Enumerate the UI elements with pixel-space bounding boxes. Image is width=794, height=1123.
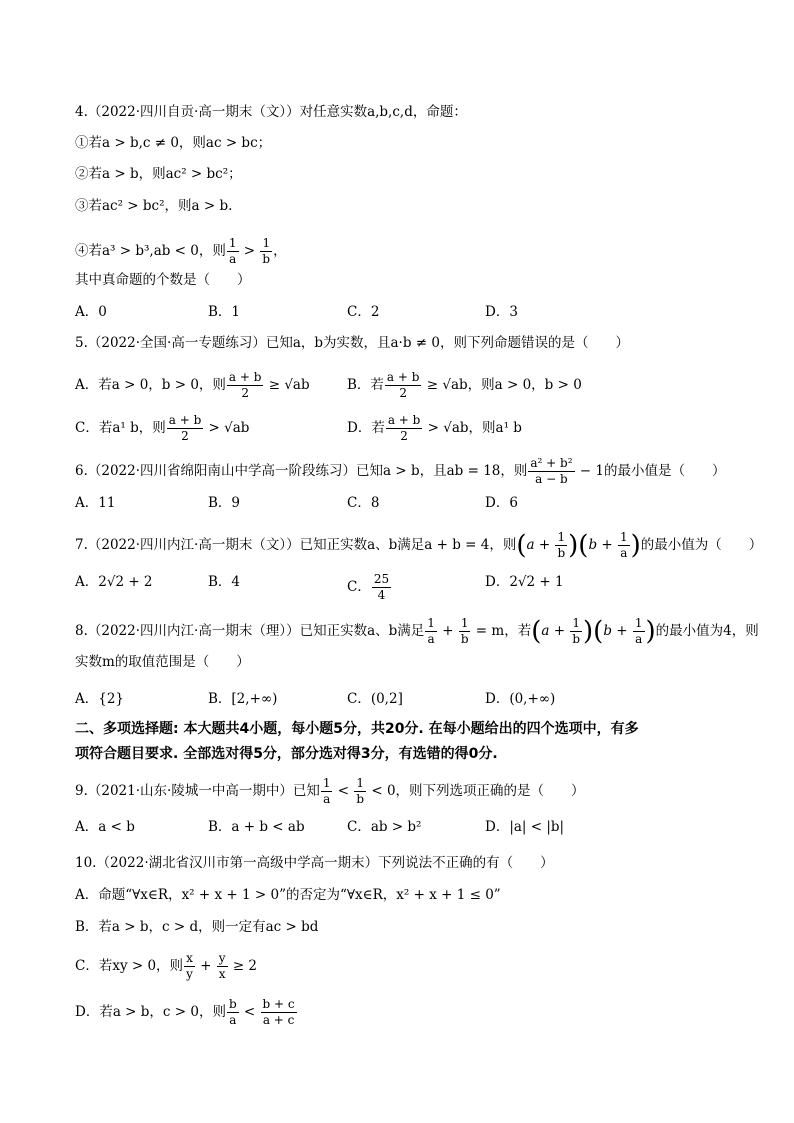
- q10-option-c[interactable]: [75, 951, 257, 982]
- numerator: a + b: [228, 370, 262, 384]
- left-paren: (: [593, 616, 604, 647]
- q8-stem-line-2: 实数m的取值范围是（ ）: [75, 654, 250, 670]
- denominator: a: [229, 1013, 237, 1027]
- fraction: [372, 572, 391, 603]
- denominator: a + c: [262, 1013, 295, 1027]
- stem-suffix: 的最小值为4，则: [655, 623, 759, 639]
- denominator: b: [356, 792, 365, 806]
- option-suffix: ≥ √ab，则a > 0，b > 0: [422, 377, 582, 393]
- option-prefix: D．若: [347, 420, 385, 436]
- fraction: [386, 413, 423, 444]
- fraction: [184, 951, 195, 982]
- q9-option-a[interactable]: A．a < b: [75, 819, 135, 835]
- denominator: b: [262, 252, 271, 266]
- numerator: 1: [262, 236, 271, 250]
- q5-option-c[interactable]: [75, 413, 249, 444]
- stem-middle: = m，若: [471, 623, 532, 639]
- option-prefix: B．若: [347, 377, 384, 393]
- fraction: [260, 236, 272, 267]
- q6-option-a[interactable]: A．11: [75, 495, 116, 511]
- option-suffix: > √ab: [204, 420, 250, 436]
- denominator: 4: [377, 588, 386, 602]
- fraction: [555, 530, 567, 561]
- stem-prefix: 9.（2021·山东·陵城一中高一期中）已知: [75, 783, 320, 799]
- fraction: [633, 616, 645, 647]
- fraction: [618, 530, 630, 561]
- numerator: 1: [634, 616, 643, 630]
- stem-prefix: 7.（2022·四川内江·高一期末（文））已知正实数a、b满足a + b = 4，则: [75, 537, 517, 553]
- fraction: [321, 776, 333, 807]
- q6-option-b[interactable]: B．9: [208, 495, 241, 511]
- denominator: a − b: [535, 472, 568, 486]
- numerator: 1: [322, 776, 331, 790]
- q4-option-b[interactable]: B．1: [208, 304, 241, 320]
- fraction: [227, 997, 239, 1028]
- fraction: [459, 616, 471, 647]
- fraction: [425, 616, 437, 647]
- fraction: [227, 370, 264, 401]
- option-suffix: ≥ 2: [228, 958, 258, 974]
- numerator: 1: [619, 530, 628, 544]
- denominator: b: [572, 632, 580, 646]
- option-prefix: C．: [347, 579, 371, 595]
- left-paren: (: [516, 530, 527, 561]
- operator: <: [333, 783, 354, 799]
- q4-p4-prefix: ④若a³ > b³,ab < 0，则: [75, 243, 226, 259]
- fraction: [261, 997, 297, 1028]
- q4-stem: 4.（2022·四川自贡·高一期末（文））对任意实数a,b,c,d，命题：: [75, 104, 467, 120]
- option-prefix: C．若a¹ b，则: [75, 420, 166, 436]
- denominator: b: [460, 632, 469, 646]
- q5-option-a[interactable]: [75, 370, 310, 401]
- option-suffix: > √ab，则a¹ b: [423, 420, 522, 436]
- numerator: a² + b²: [530, 456, 573, 470]
- operator: +: [195, 958, 216, 974]
- q9-option-c[interactable]: C．ab > b²: [347, 819, 422, 835]
- q10-stem: 10.（2022·湖北省汉川市第一高级中学高一期末）下列说法不正确的有（ ）: [75, 855, 554, 871]
- q4-proposition-3: ③若ac² > bc²，则a > b.: [75, 198, 233, 214]
- denominator: a: [635, 632, 643, 646]
- numerator: a + b: [386, 370, 420, 384]
- q4-option-c[interactable]: C．2: [347, 304, 380, 320]
- q10-option-a[interactable]: A．命题“∀x∈R，x² + x + 1 > 0”的否定为“∀x∈R，x² + x + 1 ≤ 0”: [75, 887, 501, 903]
- q10-option-b[interactable]: B．若a > b，c > d，则一定有ac > bd: [75, 919, 319, 935]
- expr-term: a +: [541, 623, 570, 639]
- stem-suffix: < 0，则下列选项正确的是（ ）: [367, 783, 585, 799]
- denominator: b: [557, 546, 566, 560]
- denominator: 2: [241, 386, 249, 400]
- fraction: [227, 236, 239, 267]
- q7-option-b[interactable]: B．4: [208, 574, 241, 590]
- fraction: [570, 616, 582, 647]
- numerator: 1: [427, 616, 435, 630]
- numerator: a + b: [168, 413, 202, 427]
- q6-option-d[interactable]: D．6: [485, 495, 518, 511]
- right-paren: ): [645, 616, 656, 647]
- q9-option-d[interactable]: D．|a| < |b|: [485, 819, 565, 835]
- q9-stem: [75, 776, 585, 807]
- q8-option-d[interactable]: D．(0,+∞): [485, 691, 556, 707]
- q4-p4-suffix: ，: [273, 243, 287, 259]
- expr-term: b +: [588, 537, 617, 553]
- q7-option-d[interactable]: D．2√2 + 1: [485, 574, 564, 590]
- q6-option-c[interactable]: C．8: [347, 495, 380, 511]
- right-paren: ): [583, 616, 594, 647]
- q4-option-d[interactable]: D．3: [485, 304, 518, 320]
- numerator: 1: [228, 236, 237, 250]
- denominator: y: [186, 967, 193, 981]
- q5-option-b[interactable]: [347, 370, 582, 401]
- stem-prefix: 6.（2022·四川省绵阳南山中学高一阶段练习）已知a > b，且ab = 18，则: [75, 463, 528, 479]
- left-paren: (: [531, 616, 542, 647]
- fraction: [528, 456, 574, 487]
- left-paren: (: [578, 530, 589, 561]
- numerator: 1: [356, 776, 365, 790]
- denominator: 2: [181, 429, 189, 443]
- denominator: 2: [400, 429, 408, 443]
- q4-proposition-4: [75, 236, 287, 267]
- option-prefix: D．若a > b，c > 0，则: [75, 1004, 226, 1020]
- numerator: 25: [373, 572, 390, 586]
- numerator: b: [228, 997, 237, 1011]
- operator: +: [437, 623, 458, 639]
- denominator: a: [323, 792, 331, 806]
- stem-prefix: 8.（2022·四川内江·高一期末（理））已知正实数a、b满足: [75, 623, 425, 639]
- section-2-heading-line-2: 项符合题目要求. 全部选对得5分，部分选对得3分，有选错的得0分.: [75, 746, 498, 762]
- numerator: 1: [557, 530, 566, 544]
- right-paren: ): [568, 530, 579, 561]
- q4-proposition-1: ①若a > b,c ≠ 0，则ac > bc；: [75, 135, 272, 151]
- option-prefix: C．若xy > 0，则: [75, 958, 184, 974]
- q8-option-b[interactable]: B．[2,+∞): [208, 691, 278, 707]
- fraction: [354, 776, 366, 807]
- numerator: a + b: [387, 413, 421, 427]
- q9-option-b[interactable]: B．a + b < ab: [208, 819, 305, 835]
- q7-option-a[interactable]: A．2√2 + 2: [75, 574, 153, 590]
- operator: <: [239, 1004, 260, 1020]
- section-2-heading-line-1: 二、多项选择题: 本大题共4小题，每小题5分，共20分. 在每小题给出的四个选项中，有多: [75, 721, 639, 737]
- numerator: y: [218, 951, 226, 965]
- fraction: [385, 370, 422, 401]
- q8-option-c[interactable]: C．(0,2]: [347, 691, 403, 707]
- option-prefix: A．若a > 0，b > 0，则: [75, 377, 226, 393]
- q8-stem: [75, 616, 759, 647]
- expr-term: a +: [526, 537, 555, 553]
- q8-option-a[interactable]: A．{2}: [75, 691, 125, 707]
- option-suffix: ≥ √ab: [264, 377, 310, 393]
- q7-option-c[interactable]: [347, 572, 392, 603]
- numerator: x: [186, 951, 193, 965]
- q6-stem: [75, 456, 726, 487]
- denominator: a: [427, 632, 435, 646]
- denominator: a: [229, 252, 237, 266]
- right-paren: ): [630, 530, 641, 561]
- q5-option-d[interactable]: [347, 413, 522, 444]
- fraction: [217, 951, 228, 982]
- numerator: 1: [572, 616, 580, 630]
- denominator: 2: [399, 386, 407, 400]
- q5-stem: 5.（2022·全国·高一专题练习）已知a，b为实数，且a·b ≠ 0，则下列命题错误的是（ ）: [75, 335, 629, 351]
- q4-option-a[interactable]: A．0: [75, 304, 107, 320]
- numerator: 1: [460, 616, 469, 630]
- denominator: x: [218, 967, 226, 981]
- q4-proposition-2: ②若a > b，则ac² > bc²；: [75, 166, 242, 182]
- operator: >: [239, 243, 260, 259]
- q4-ask: 其中真命题的个数是（ ）: [75, 272, 251, 288]
- numerator: b + c: [262, 997, 295, 1011]
- stem-suffix: 的最小值为（ ）: [640, 537, 763, 553]
- denominator: a: [620, 546, 628, 560]
- q10-option-d[interactable]: [75, 997, 298, 1028]
- expr-term: b +: [603, 623, 632, 639]
- fraction: [167, 413, 204, 444]
- stem-suffix: − 1的最小值是（ ）: [575, 463, 726, 479]
- q7-stem: [75, 530, 762, 561]
